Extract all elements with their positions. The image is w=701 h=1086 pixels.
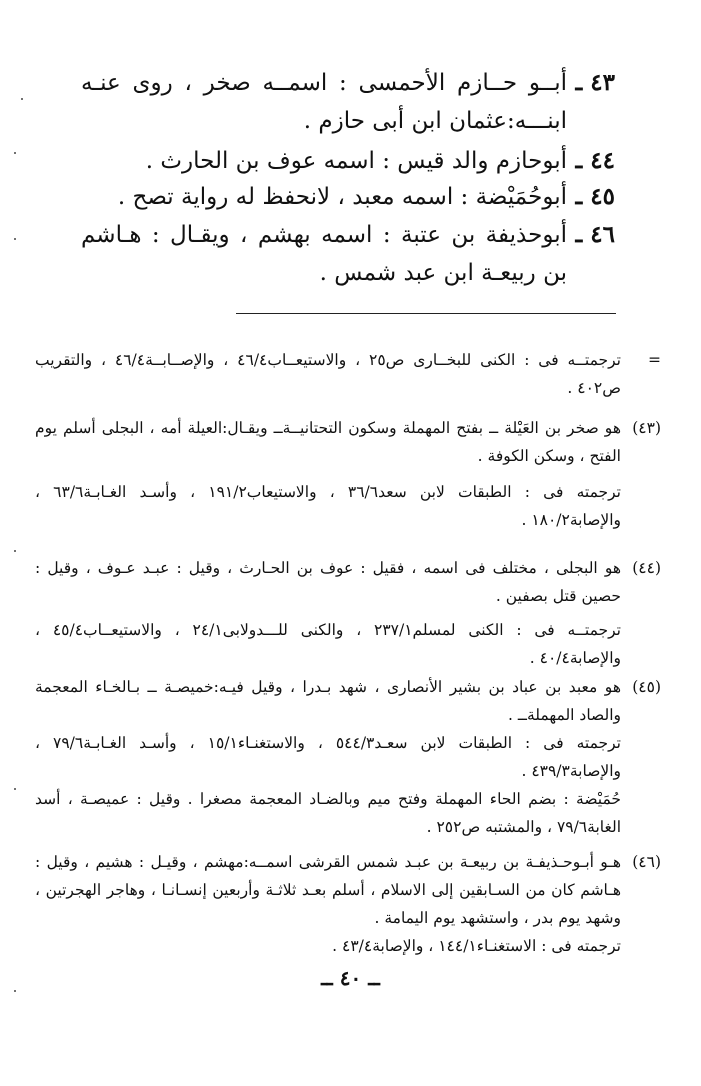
footnote-separator	[236, 313, 616, 314]
entry-45	[81, 178, 615, 216]
footnote-paragraph: ترجمته فى : الطبقات لابن سعـد٥٤٤/٣ ، والاستغنـاء١٥/١ ، وأسـد الغـابـة٧٩/٦ ، والإصابة٤٣٩/٣ .	[35, 734, 621, 780]
scan-speck	[14, 788, 16, 790]
footnote-marker: (٤٣)	[632, 419, 661, 437]
footnote-paragraph: هو معبد بن عباد بن بشير الأنصارى ، شهد بـدرا ، وقيل فيـه:خميصـة ــ بـالخـاء المعجمة والصاد المهملةــ .	[35, 678, 621, 724]
page-number: ــ ٤٠ ــ	[321, 966, 380, 990]
footnote-paragraph: ترجمتــه فى : الكنى للبخــارى ص٢٥ ، والاستيعــاب٤٦/٤ ، والإصــابــة٤٦/٤ ، والتقريب ص٤٠٢ .	[35, 351, 621, 397]
entry-text: أبوحُمَيْضة : اسمه معبد ، لانحفظ له رواية تصح .	[117, 184, 567, 210]
footnote-continued	[35, 346, 661, 402]
entry-text: أبوحازم والد قيس : اسمه عوف بن الحارث .	[145, 148, 567, 174]
footnote-paragraph: ترجمتــه فى : الكنى لمسلم٢٣٧/١ ، والكنى للـــدولابى٢٤/١ ، والاستيعــاب٤٥/٤ ، والإصابة٤٠/٤ .	[35, 621, 621, 667]
entry-number: ٤٦ ـ	[575, 221, 615, 248]
entry-text: أبوحذيفة بن عتبة : اسمه بهشم ، ويقـال : هـاشم بن ربيعـة ابن عبد شمس .	[81, 222, 567, 286]
scan-speck	[14, 990, 16, 992]
entry-number: ٤٤ ـ	[575, 147, 615, 174]
scan-speck	[14, 152, 16, 154]
footnote-paragraph: هـو أبـوحـذيفـة بن ربيعـة بن عبـد شمس القرشى اسمــه:مهشم ، وقيـل : هشيم ، وقيل : هـاشم كان من السـابقين إلى الاسلام ، أسلم بعـد ثلاثـة وأربعين إنسـانـا ، وهاجر الهجرتين ، وشهد يوم بدر ، واستشهد يوم اليمامة .	[35, 853, 621, 927]
footnote-marker: =	[648, 351, 661, 369]
entry-number: ٤٥ ـ	[575, 183, 615, 210]
footnote-paragraph: هو صخر بن العَيْلة ــ بفتح المهملة وسكون التحتانيــةــ ويقـال:العيلة أمه ، البجلى أسلم يوم الفتح ، وسكن الكوفة .	[35, 419, 621, 465]
footnote-marker: (٤٦)	[632, 853, 661, 871]
footnote-marker: (٤٥)	[632, 678, 661, 696]
footnote-paragraph: حُمَيْضة : بضم الحاء المهملة وفتح ميم وبالضـاد المعجمة مصغرا . وقيل : عميصـة ، أسد الغابة٧٩/٦ ، والمشتبه ص٢٥٢ .	[35, 790, 621, 836]
footnote-45	[35, 673, 661, 841]
footnote-marker: (٤٤)	[632, 559, 661, 577]
footnote-46	[35, 848, 661, 960]
footnote-paragraph: هو البجلى ، مختلف فى اسمه ، فقيل : عوف بن الحـارث ، وقيل : عبـد عـوف ، وقيل : حصين قتل بصفين .	[35, 559, 621, 605]
footnote-44	[35, 554, 661, 672]
entry-46	[81, 216, 615, 292]
scan-speck	[14, 238, 16, 240]
scan-speck	[14, 550, 16, 552]
footnote-paragraph: ترجمته فى : الاستغنـاء١٤٤/١ ، والإصابة٤٣/٤ .	[332, 937, 621, 955]
entry-number: ٤٣ ـ	[575, 69, 615, 96]
entry-44	[81, 142, 615, 180]
footnote-paragraph: ترجمته فى : الطبقات لابن سعد٣٦/٦ ، والاستيعاب١٩١/٢ ، وأسـد الغـابـة٦٣/٦ ، والإصابة١٨٠/٢ .	[35, 483, 621, 529]
footnote-43	[35, 414, 661, 534]
entry-43	[81, 64, 615, 140]
scan-speck	[21, 98, 23, 100]
entry-text: أبــو حــازم الأحمسى : اسمــه صخر ، روى عنـه ابنـــه:عثمان ابن أبى حازم .	[81, 70, 567, 134]
